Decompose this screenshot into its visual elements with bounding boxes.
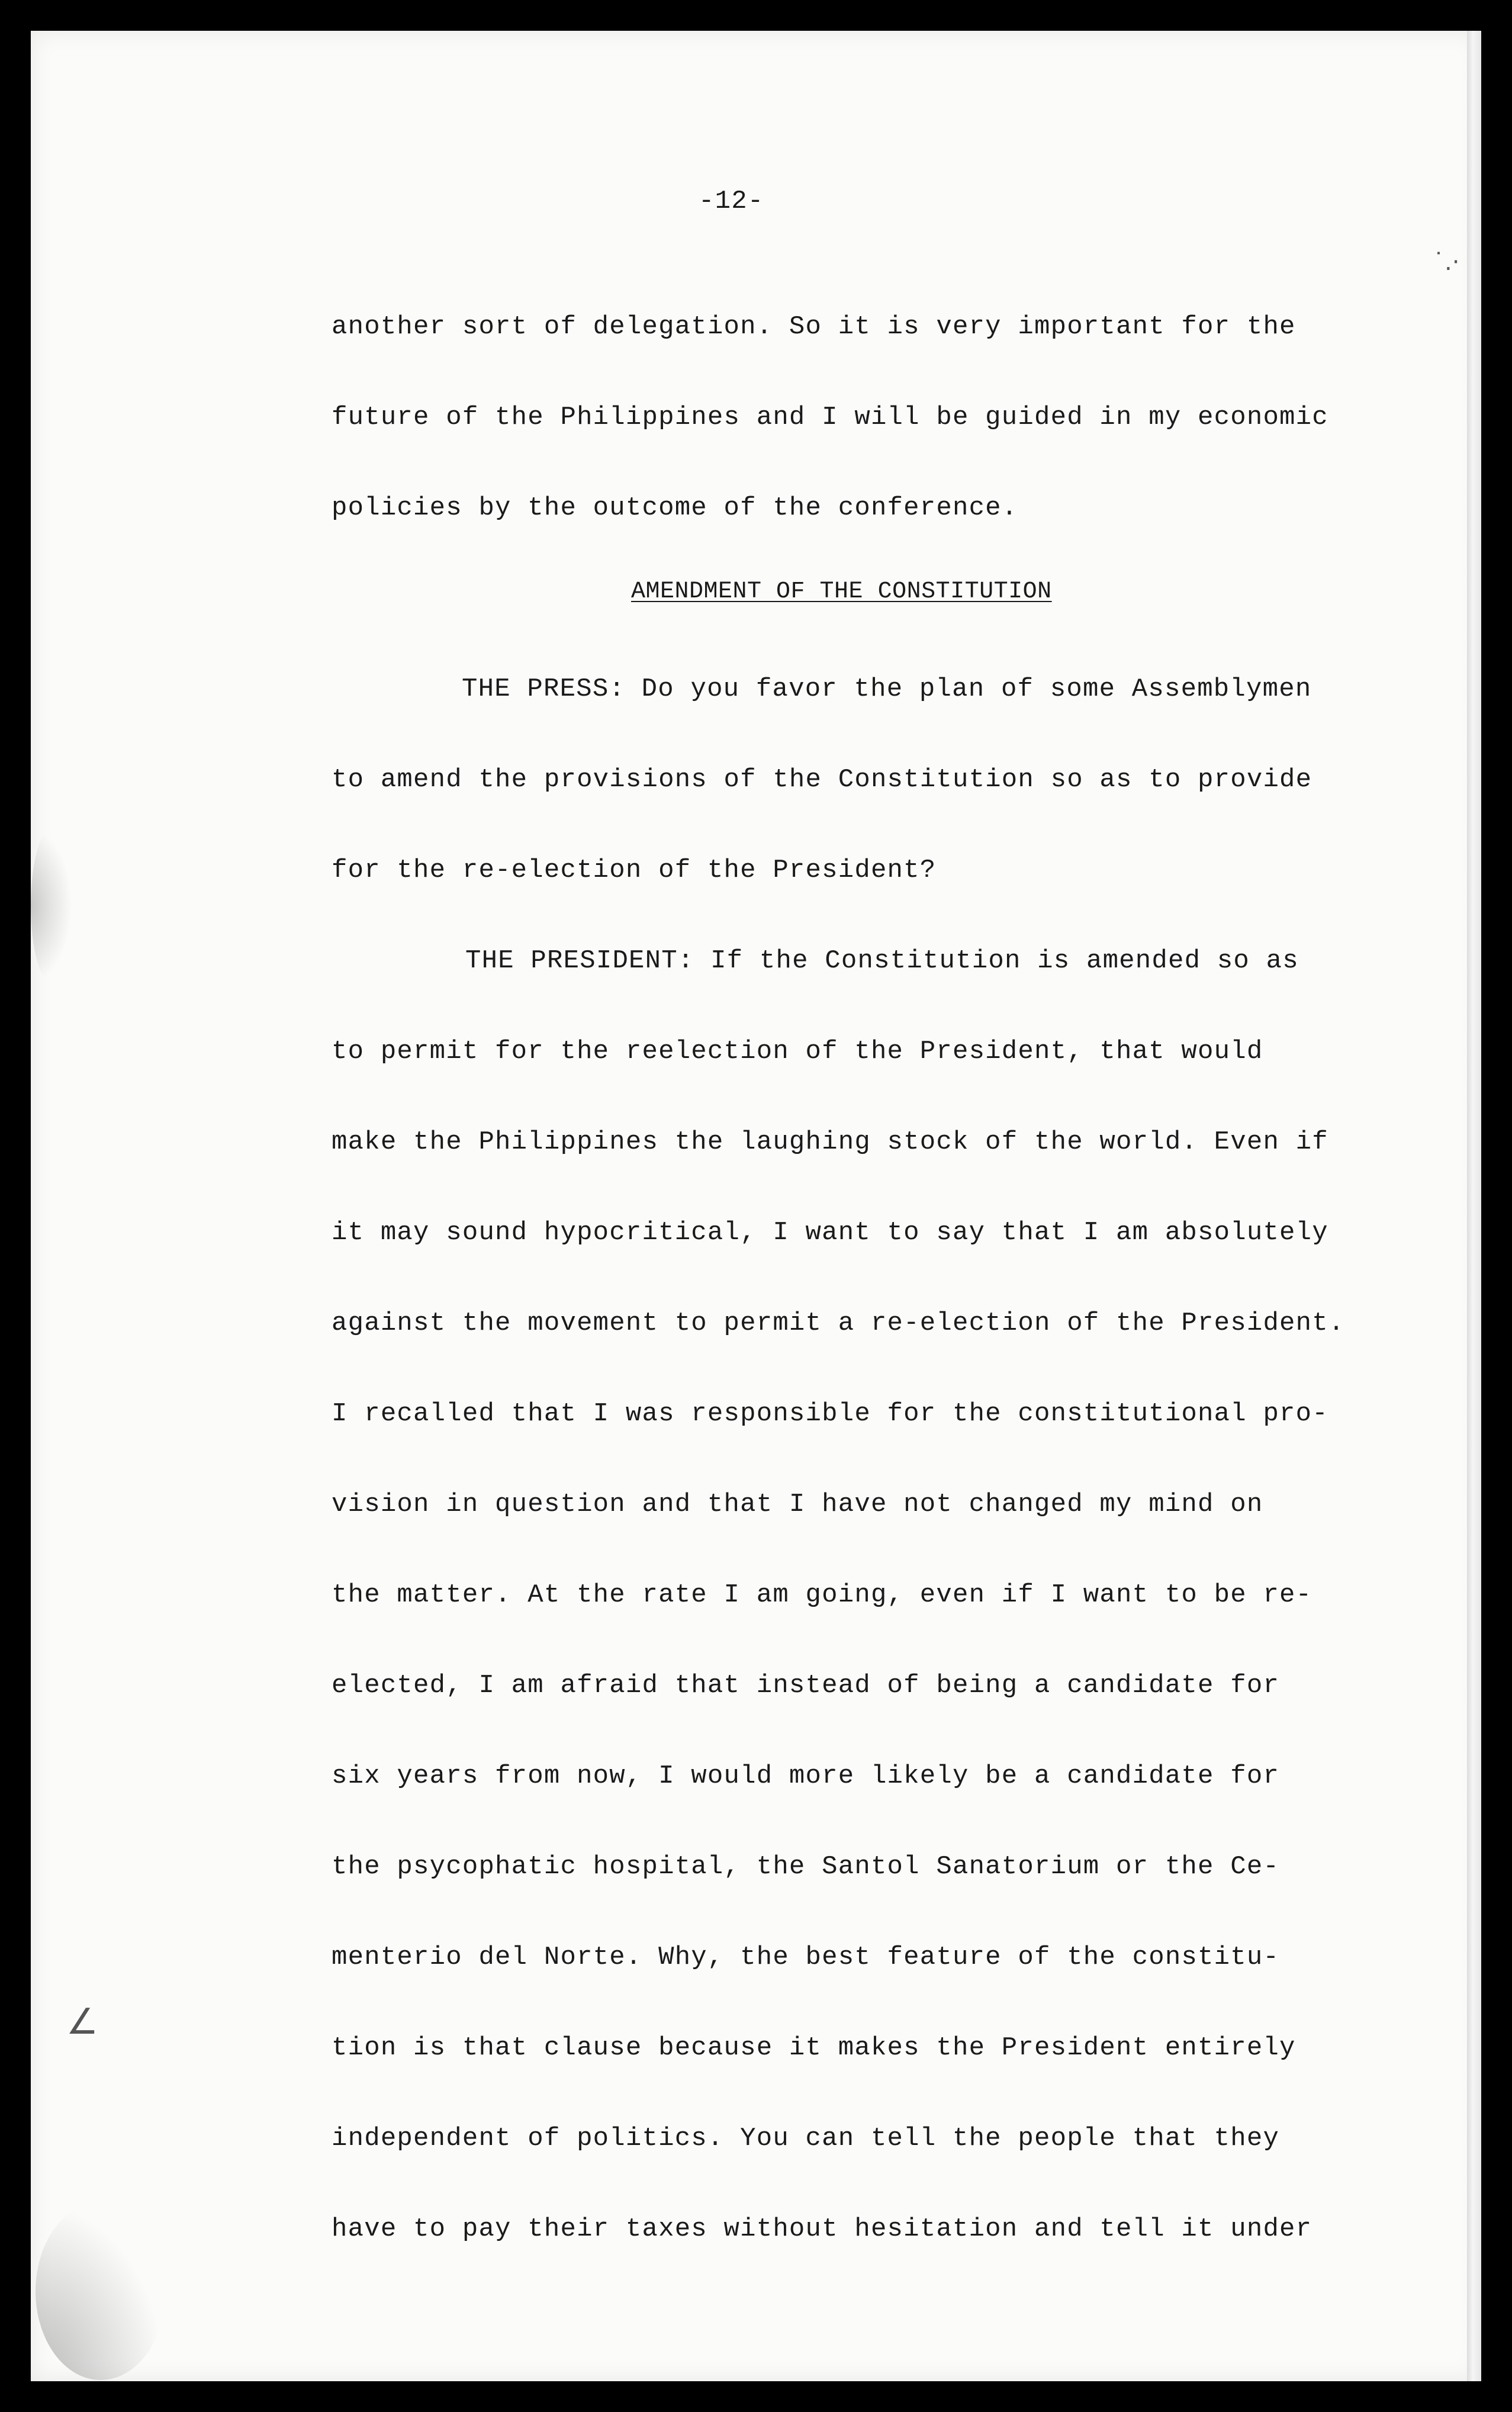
text-line: have to pay their taxes without hesitation and tell it under [332,2214,1312,2244]
text-line: against the movement to permit a re-election of the President. [332,1308,1345,1338]
text-line: elected, I am afraid that instead of being a candidate for [332,1671,1280,1700]
text-line: future of the Philippines and I will be guided in my economic [332,403,1328,432]
text-line: make the Philippines the laughing stock of the world. Even if [332,1127,1328,1157]
speaker-paragraph-start: THE PRESS: Do you favor the plan of some Assemblymen [462,674,1312,704]
text-line: the psycophatic hospital, the Santol Sanatorium or the Ce- [332,1852,1280,1882]
section-heading: AMENDMENT OF THE CONSTITUTION [631,578,1052,605]
text-line: six years from now, I would more likely be a candidate for [332,1761,1280,1791]
text-line: vision in question and that I have not changed my mind on [332,1490,1263,1519]
document-page [31,31,1481,2381]
text-line: menterio del Norte. Why, the best feature of the constitu- [332,1943,1280,1972]
text-line: it may sound hypocritical, I want to say that I am absolutely [332,1218,1328,1247]
margin-mark: ∠ [66,2001,98,2043]
page-edge [1467,31,1481,2381]
margin-mark: ˙.· [1433,249,1460,276]
text-line: independent of politics. You can tell the people that they [332,2124,1280,2153]
text-line: I recalled that I was responsible for the constitutional pro- [332,1399,1328,1429]
text-line: for the re-election of the President? [332,856,937,885]
speaker-paragraph-start: THE PRESIDENT: If the Constitution is amended so as [465,946,1299,976]
text-line: policies by the outcome of the conference. [332,493,1018,523]
text-line: to permit for the reelection of the President, that would [332,1037,1263,1066]
text-line: another sort of delegation. So it is very important for the [332,312,1296,342]
text-line: the matter. At the rate I am going, even if I want to be re- [332,1580,1312,1610]
text-line: tion is that clause because it makes the President entirely [332,2033,1296,2063]
text-line: to amend the provisions of the Constitution so as to provide [332,765,1312,795]
page-number: -12- [699,186,764,216]
